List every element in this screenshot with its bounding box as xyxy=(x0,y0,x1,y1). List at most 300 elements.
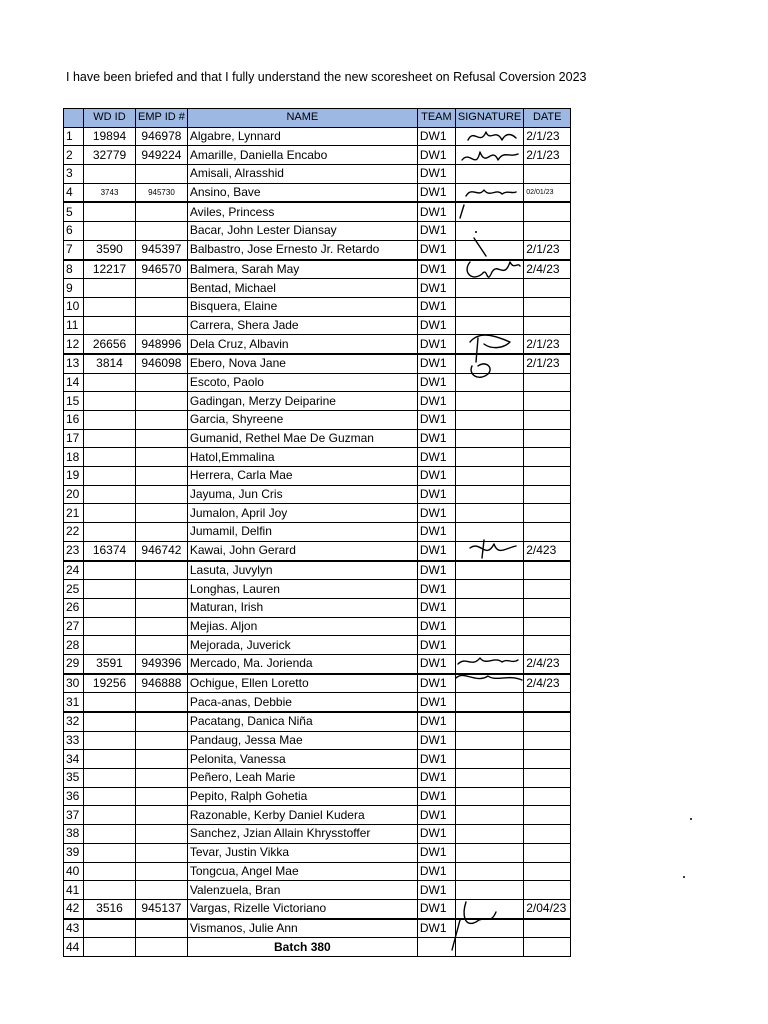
wd-id-cell xyxy=(84,938,136,957)
date-cell xyxy=(524,881,571,900)
name-cell: Pacatang, Danica Niña xyxy=(187,712,417,731)
name-cell: Tevar, Justin Vikka xyxy=(187,843,417,862)
date-cell xyxy=(524,448,571,467)
date-cell xyxy=(524,165,571,184)
name-cell: Lasuta, Juvylyn xyxy=(187,561,417,580)
team-cell: DW1 xyxy=(417,146,455,165)
date-cell: 02/01/23 xyxy=(524,183,571,202)
wd-id-cell xyxy=(84,750,136,769)
row-number: 41 xyxy=(64,881,84,900)
wd-id-cell xyxy=(84,881,136,900)
name-cell: Vismanos, Julie Ann xyxy=(187,919,417,938)
name-cell: Hatol,Emmalina xyxy=(187,448,417,467)
table-row xyxy=(64,429,571,448)
team-cell: DW1 xyxy=(417,127,455,146)
signature-cell xyxy=(455,279,523,298)
signature-cell xyxy=(455,222,523,241)
team-cell: DW1 xyxy=(417,881,455,900)
row-number: 35 xyxy=(64,769,84,788)
wd-id-cell xyxy=(84,862,136,881)
date-cell: 2/4/23 xyxy=(524,260,571,279)
team-cell: DW1 xyxy=(417,787,455,806)
wd-id-cell xyxy=(84,769,136,788)
batch-label: Batch 380 xyxy=(187,938,417,957)
table-row xyxy=(64,806,571,825)
emp-id-cell xyxy=(136,787,188,806)
date-cell xyxy=(524,485,571,504)
table-row xyxy=(64,561,571,580)
emp-id-cell: 949224 xyxy=(136,146,188,165)
team-cell: DW1 xyxy=(417,636,455,655)
col-header-wd-id: WD ID xyxy=(84,109,136,128)
emp-id-cell: 945397 xyxy=(136,240,188,259)
name-cell: Garcia, Shyreene xyxy=(187,411,417,430)
name-cell: Herrera, Carla Mae xyxy=(187,467,417,486)
row-number: 1 xyxy=(64,127,84,146)
team-cell: DW1 xyxy=(417,693,455,712)
date-cell xyxy=(524,825,571,844)
table-row xyxy=(64,222,571,241)
table-row xyxy=(64,750,571,769)
name-cell: Amarille, Daniella Encabo xyxy=(187,146,417,165)
row-number: 16 xyxy=(64,411,84,430)
table-row xyxy=(64,127,571,146)
team-cell: DW1 xyxy=(417,598,455,617)
date-cell xyxy=(524,504,571,523)
emp-id-cell xyxy=(136,693,188,712)
signature-cell xyxy=(455,354,523,373)
wd-id-cell: 32779 xyxy=(84,146,136,165)
date-cell xyxy=(524,429,571,448)
signature-cell xyxy=(455,429,523,448)
row-number: 25 xyxy=(64,580,84,599)
emp-id-cell xyxy=(136,411,188,430)
row-number: 17 xyxy=(64,429,84,448)
name-cell: Balmera, Sarah May xyxy=(187,260,417,279)
table-row xyxy=(64,297,571,316)
signature-cell xyxy=(455,598,523,617)
wd-id-cell xyxy=(84,279,136,298)
team-cell: DW1 xyxy=(417,392,455,411)
table-row xyxy=(64,580,571,599)
row-number: 6 xyxy=(64,222,84,241)
wd-id-cell: 3743 xyxy=(84,183,136,202)
table-row xyxy=(64,504,571,523)
signature-cell xyxy=(455,693,523,712)
emp-id-cell xyxy=(136,467,188,486)
emp-id-cell xyxy=(136,731,188,750)
row-number: 39 xyxy=(64,843,84,862)
table-row xyxy=(64,787,571,806)
table-row xyxy=(64,260,571,279)
signature-cell xyxy=(455,202,523,221)
name-cell: Mejorada, Juverick xyxy=(187,636,417,655)
signature-cell xyxy=(455,373,523,392)
wd-id-cell xyxy=(84,617,136,636)
team-cell: DW1 xyxy=(417,222,455,241)
wd-id-cell xyxy=(84,731,136,750)
name-cell: Balbastro, Jose Ernesto Jr. Retardo xyxy=(187,240,417,259)
team-cell: DW1 xyxy=(417,523,455,542)
wd-id-cell: 3814 xyxy=(84,354,136,373)
team-cell: DW1 xyxy=(417,467,455,486)
signature-cell xyxy=(455,485,523,504)
name-cell: Jumamil, Delfin xyxy=(187,523,417,542)
wd-id-cell xyxy=(84,919,136,938)
row-number: 8 xyxy=(64,260,84,279)
date-cell: 2/4/23 xyxy=(524,674,571,693)
date-cell xyxy=(524,769,571,788)
row-number: 18 xyxy=(64,448,84,467)
signature-cell xyxy=(455,636,523,655)
team-cell: DW1 xyxy=(417,731,455,750)
signature-cell xyxy=(455,769,523,788)
row-number: 23 xyxy=(64,541,84,560)
name-cell: Gadingan, Merzy Deiparine xyxy=(187,392,417,411)
team-cell: DW1 xyxy=(417,316,455,335)
table-row xyxy=(64,411,571,430)
row-number: 31 xyxy=(64,693,84,712)
wd-id-cell xyxy=(84,787,136,806)
table-row xyxy=(64,392,571,411)
wd-id-cell xyxy=(84,523,136,542)
table-row xyxy=(64,146,571,165)
row-number: 13 xyxy=(64,354,84,373)
team-cell: DW1 xyxy=(417,504,455,523)
emp-id-cell: 945730 xyxy=(136,183,188,202)
date-cell xyxy=(524,617,571,636)
row-number: 10 xyxy=(64,297,84,316)
date-cell: 2/04/23 xyxy=(524,899,571,918)
signature-cell xyxy=(455,335,523,354)
date-cell: 2/1/23 xyxy=(524,240,571,259)
wd-id-cell: 3591 xyxy=(84,654,136,673)
table-footer-row xyxy=(64,938,571,957)
name-cell: Jumalon, April Joy xyxy=(187,504,417,523)
wd-id-cell xyxy=(84,467,136,486)
emp-id-cell xyxy=(136,523,188,542)
emp-id-cell: 945137 xyxy=(136,899,188,918)
name-cell: Amisali, Alrasshid xyxy=(187,165,417,184)
wd-id-cell xyxy=(84,825,136,844)
date-cell xyxy=(524,862,571,881)
date-cell xyxy=(524,580,571,599)
team-cell: DW1 xyxy=(417,297,455,316)
team-cell: DW1 xyxy=(417,750,455,769)
date-cell xyxy=(524,411,571,430)
table-row xyxy=(64,693,571,712)
team-cell: DW1 xyxy=(417,165,455,184)
name-cell: Ansino, Bave xyxy=(187,183,417,202)
table-row xyxy=(64,862,571,881)
row-number: 37 xyxy=(64,806,84,825)
name-cell: Vargas, Rizelle Victoriano xyxy=(187,899,417,918)
date-cell xyxy=(524,843,571,862)
table-row xyxy=(64,485,571,504)
date-cell: 2/4/23 xyxy=(524,654,571,673)
team-cell xyxy=(417,938,455,957)
emp-id-cell xyxy=(136,825,188,844)
table-row xyxy=(64,335,571,354)
wd-id-cell xyxy=(84,411,136,430)
date-cell xyxy=(524,297,571,316)
signature-cell xyxy=(455,467,523,486)
date-cell: 2/1/23 xyxy=(524,127,571,146)
col-header-signature: SIGNATURE xyxy=(455,109,523,128)
emp-id-cell: 949396 xyxy=(136,654,188,673)
emp-id-cell xyxy=(136,202,188,221)
emp-id-cell xyxy=(136,485,188,504)
team-cell: DW1 xyxy=(417,202,455,221)
row-number: 27 xyxy=(64,617,84,636)
emp-id-cell xyxy=(136,636,188,655)
name-cell: Paca-anas, Debbie xyxy=(187,693,417,712)
date-cell xyxy=(524,467,571,486)
wd-id-cell xyxy=(84,843,136,862)
date-cell xyxy=(524,222,571,241)
signature-cell xyxy=(455,146,523,165)
emp-id-cell xyxy=(136,316,188,335)
signature-cell xyxy=(455,731,523,750)
signature-cell xyxy=(455,183,523,202)
team-cell: DW1 xyxy=(417,843,455,862)
team-cell: DW1 xyxy=(417,354,455,373)
wd-id-cell xyxy=(84,373,136,392)
col-header-name: NAME xyxy=(187,109,417,128)
emp-id-cell xyxy=(136,843,188,862)
signature-cell xyxy=(455,541,523,560)
team-cell: DW1 xyxy=(417,485,455,504)
signature-cell xyxy=(455,297,523,316)
team-cell: DW1 xyxy=(417,335,455,354)
name-cell: Bentad, Michael xyxy=(187,279,417,298)
row-number: 22 xyxy=(64,523,84,542)
table-row xyxy=(64,654,571,673)
date-cell xyxy=(524,693,571,712)
signature-cell xyxy=(455,787,523,806)
name-cell: Carrera, Shera Jade xyxy=(187,316,417,335)
signature-cell xyxy=(455,617,523,636)
name-cell: Dela Cruz, Albavin xyxy=(187,335,417,354)
signature-cell xyxy=(455,862,523,881)
wd-id-cell: 3516 xyxy=(84,899,136,918)
col-header-number xyxy=(64,109,84,128)
row-number: 4 xyxy=(64,183,84,202)
wd-id-cell xyxy=(84,392,136,411)
wd-id-cell xyxy=(84,485,136,504)
row-number: 5 xyxy=(64,202,84,221)
wd-id-cell: 12217 xyxy=(84,260,136,279)
date-cell: 2/423 xyxy=(524,541,571,560)
emp-id-cell xyxy=(136,938,188,957)
table-row xyxy=(64,541,571,560)
table-row xyxy=(64,769,571,788)
signature-cell xyxy=(455,919,523,938)
table-row xyxy=(64,202,571,221)
table-row xyxy=(64,467,571,486)
team-cell: DW1 xyxy=(417,862,455,881)
team-cell: DW1 xyxy=(417,654,455,673)
team-cell: DW1 xyxy=(417,183,455,202)
emp-id-cell xyxy=(136,429,188,448)
emp-id-cell xyxy=(136,504,188,523)
team-cell: DW1 xyxy=(417,448,455,467)
name-cell: Ochigue, Ellen Loretto xyxy=(187,674,417,693)
date-cell xyxy=(524,202,571,221)
row-number: 42 xyxy=(64,899,84,918)
signature-cell xyxy=(455,240,523,259)
name-cell: Razonable, Kerby Daniel Kudera xyxy=(187,806,417,825)
row-number: 21 xyxy=(64,504,84,523)
row-number: 7 xyxy=(64,240,84,259)
row-number: 9 xyxy=(64,279,84,298)
name-cell: Maturan, Irish xyxy=(187,598,417,617)
wd-id-cell xyxy=(84,222,136,241)
table-row xyxy=(64,523,571,542)
wd-id-cell xyxy=(84,165,136,184)
row-number: 43 xyxy=(64,919,84,938)
emp-id-cell: 946978 xyxy=(136,127,188,146)
emp-id-cell: 948996 xyxy=(136,335,188,354)
row-number: 33 xyxy=(64,731,84,750)
date-cell: 2/1/23 xyxy=(524,335,571,354)
name-cell: Bacar, John Lester Diansay xyxy=(187,222,417,241)
signature-cell xyxy=(455,411,523,430)
table-row xyxy=(64,899,571,918)
date-cell xyxy=(524,598,571,617)
date-cell xyxy=(524,731,571,750)
page-title: I have been briefed and that I fully understand the new scoresheet on Refusal Coversion 2023 xyxy=(66,70,587,84)
team-cell: DW1 xyxy=(417,899,455,918)
row-number: 2 xyxy=(64,146,84,165)
signature-cell xyxy=(455,127,523,146)
table-row xyxy=(64,279,571,298)
signature-cell xyxy=(455,938,523,957)
date-cell: 2/1/23 xyxy=(524,146,571,165)
date-cell xyxy=(524,279,571,298)
name-cell: Tongcua, Angel Mae xyxy=(187,862,417,881)
wd-id-cell xyxy=(84,504,136,523)
emp-id-cell xyxy=(136,580,188,599)
table-row xyxy=(64,448,571,467)
emp-id-cell xyxy=(136,617,188,636)
signature-cell xyxy=(455,881,523,900)
date-cell xyxy=(524,636,571,655)
row-number: 26 xyxy=(64,598,84,617)
team-cell: DW1 xyxy=(417,712,455,731)
signature-cell xyxy=(455,899,523,918)
wd-id-cell: 3590 xyxy=(84,240,136,259)
team-cell: DW1 xyxy=(417,541,455,560)
row-number: 44 xyxy=(64,938,84,957)
wd-id-cell xyxy=(84,712,136,731)
col-header-team: TEAM xyxy=(417,109,455,128)
emp-id-cell xyxy=(136,769,188,788)
table-row xyxy=(64,617,571,636)
col-header-emp-id: EMP ID # xyxy=(136,109,188,128)
date-cell xyxy=(524,561,571,580)
row-number: 29 xyxy=(64,654,84,673)
mark-dot xyxy=(690,818,692,820)
signature-cell xyxy=(455,448,523,467)
emp-id-cell xyxy=(136,919,188,938)
table-row xyxy=(64,316,571,335)
emp-id-cell xyxy=(136,297,188,316)
date-cell xyxy=(524,712,571,731)
name-cell: Valenzuela, Bran xyxy=(187,881,417,900)
emp-id-cell xyxy=(136,392,188,411)
team-cell: DW1 xyxy=(417,260,455,279)
signature-cell xyxy=(455,654,523,673)
wd-id-cell xyxy=(84,598,136,617)
row-number: 12 xyxy=(64,335,84,354)
row-number: 11 xyxy=(64,316,84,335)
table-row xyxy=(64,919,571,938)
date-cell xyxy=(524,392,571,411)
name-cell: Mercado, Ma. Jorienda xyxy=(187,654,417,673)
signature-cell xyxy=(455,806,523,825)
date-cell xyxy=(524,787,571,806)
signature-cell xyxy=(455,316,523,335)
scoresheet-table xyxy=(63,108,571,957)
table-body xyxy=(64,127,571,956)
emp-id-cell xyxy=(136,165,188,184)
team-cell: DW1 xyxy=(417,279,455,298)
table-row xyxy=(64,674,571,693)
wd-id-cell xyxy=(84,580,136,599)
signature-cell xyxy=(455,750,523,769)
name-cell: Pepito, Ralph Gohetia xyxy=(187,787,417,806)
wd-id-cell: 19894 xyxy=(84,127,136,146)
date-cell xyxy=(524,523,571,542)
row-number: 34 xyxy=(64,750,84,769)
wd-id-cell: 16374 xyxy=(84,541,136,560)
name-cell: Longhas, Lauren xyxy=(187,580,417,599)
wd-id-cell xyxy=(84,202,136,221)
row-number: 38 xyxy=(64,825,84,844)
table-row xyxy=(64,165,571,184)
signature-cell xyxy=(455,674,523,693)
date-cell xyxy=(524,316,571,335)
emp-id-cell: 946098 xyxy=(136,354,188,373)
name-cell: Sanchez, Jzian Allain Khrysstoffer xyxy=(187,825,417,844)
signature-cell xyxy=(455,843,523,862)
emp-id-cell: 946888 xyxy=(136,674,188,693)
name-cell: Peñero, Leah Marie xyxy=(187,769,417,788)
name-cell: Kawai, John Gerard xyxy=(187,541,417,560)
name-cell: Mejias. Aljon xyxy=(187,617,417,636)
signature-cell xyxy=(455,580,523,599)
signature-cell xyxy=(455,561,523,580)
date-cell xyxy=(524,806,571,825)
row-number: 32 xyxy=(64,712,84,731)
wd-id-cell xyxy=(84,806,136,825)
row-number: 30 xyxy=(64,674,84,693)
emp-id-cell xyxy=(136,862,188,881)
date-cell xyxy=(524,919,571,938)
emp-id-cell xyxy=(136,712,188,731)
team-cell: DW1 xyxy=(417,769,455,788)
wd-id-cell xyxy=(84,636,136,655)
wd-id-cell: 26656 xyxy=(84,335,136,354)
signature-cell xyxy=(455,504,523,523)
signature-cell xyxy=(455,712,523,731)
mark-dot xyxy=(475,231,477,233)
emp-id-cell xyxy=(136,806,188,825)
signature-cell xyxy=(455,825,523,844)
mark-dot xyxy=(683,876,685,878)
row-number: 19 xyxy=(64,467,84,486)
